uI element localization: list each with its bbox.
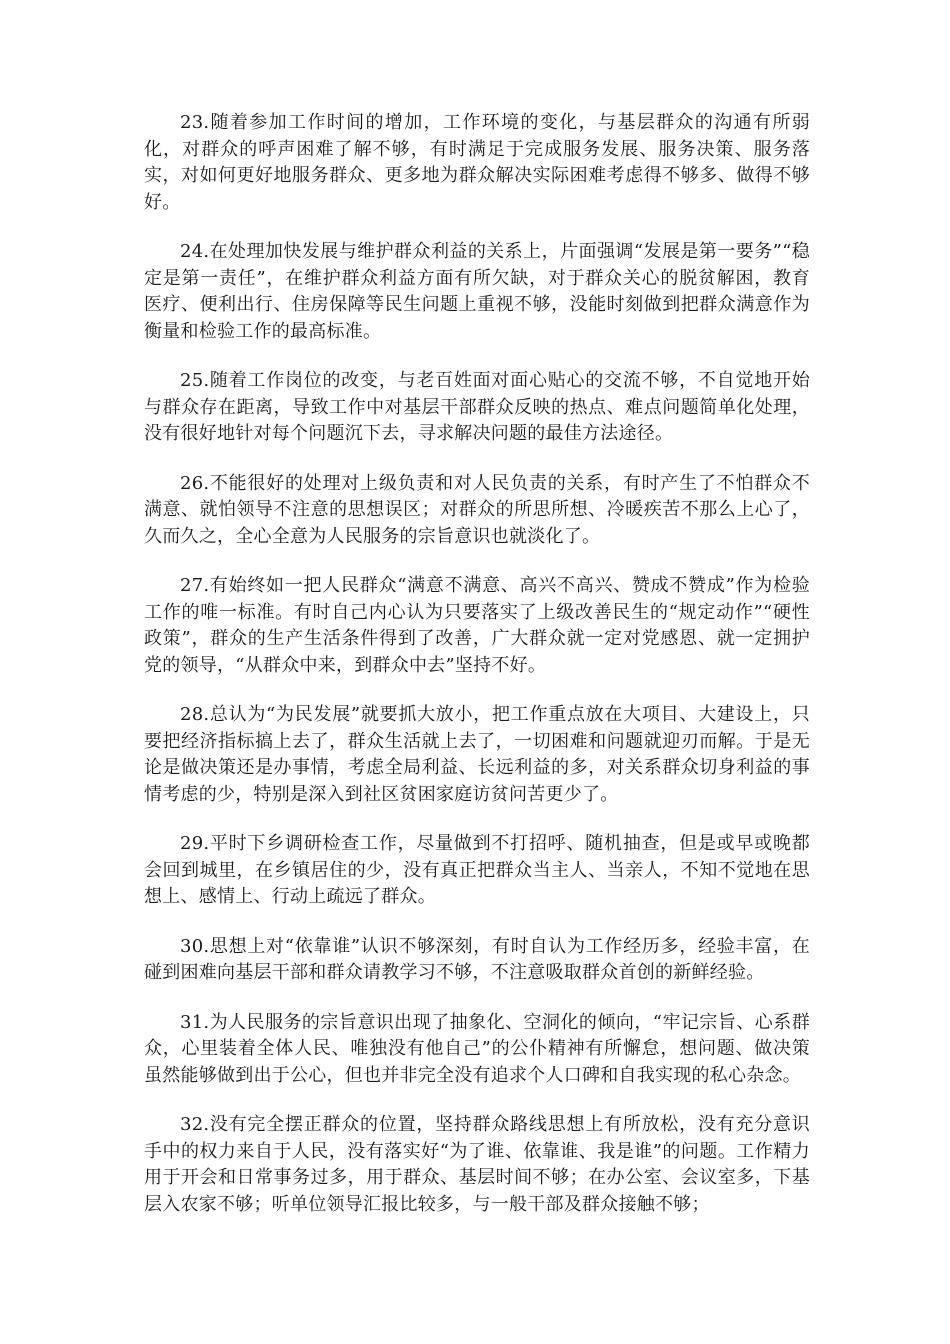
paragraph-26: 26.不能很好的处理对上级负责和对人民负责的关系，有时产生了不怕群众不满意、就怕领导不注意的思想误区；对群众的所思所想、冷暖疾苦不那么上心了，久而久之，全心全意为人民服务的宗旨意识也就淡化了。 bbox=[144, 472, 810, 547]
document-body bbox=[144, 110, 810, 1241]
paragraph-30: 30.思想上对“依靠谁”认识不够深刻，有时自认为工作经历多，经验丰富，在碰到困难向基层干部和群众请教学习不够，不注意吸取群众首创的新鲜经验。 bbox=[144, 935, 810, 983]
paragraph-29: 29.平时下乡调研检查工作，尽量做到不打招呼、随机抽查，但是或早或晚都会回到城里，在乡镇居住的少，没有真正把群众当主人、当亲人，不知不觉地在思想上、感情上、行动上疏远了群众。 bbox=[144, 833, 810, 907]
paragraph-23: 23.随着参加工作时间的增加，工作环境的变化，与基层群众的沟通有所弱化，对群众的呼声困难了解不够，有时满足于完成服务发展、服务决策、服务落实，对如何更好地服务群众、更多地为群众解决实际困难考虑得不够多、做得不够好。 bbox=[144, 112, 810, 213]
paragraph-31: 31.为人民服务的宗旨意识出现了抽象化、空洞化的倾向，“牢记宗旨、心系群众，心里装着全体人民、唯独没有他自己”的公仆精神有所懈怠，想问题、做决策虽然能够做到出于公心，但也并非完全没有追求个人口碑和自我实现的私心杂念。 bbox=[144, 1011, 810, 1086]
paragraph-24: 24.在处理加快发展与维护群众利益的关系上，片面强调“发展是第一要务”“稳定是第一责任”，在维护群众利益方面有所欠缺，对于群众关心的脱贫解困，教育医疗、便利出行、住房保障等民生问题上重视不够，没能时刻做到把群众满意作为衡量和检验工作的最高标准。 bbox=[144, 241, 810, 342]
paragraph-25: 25.随着工作岗位的改变，与老百姓面对面心贴心的交流不够，不自觉地开始与群众存在距离，导致工作中对基层干部群众反映的热点、难点问题简单化处理，没有很好地针对每个问题沉下去，寻求解决问题的最佳方法途径。 bbox=[144, 370, 810, 444]
paragraph-27: 27.有始终如一把人民群众“满意不满意、高兴不高兴、赞成不赞成”作为检验工作的唯一标准。有时自己内心认为只要落实了上级改善民生的“规定动作”“硬性政策”，群众的生产生活条件得到了改善，广大群众就一定对党感恩、就一定拥护党的领导，“从群众中来，到群众中去”坚持不好。 bbox=[144, 575, 810, 676]
paragraph-28: 28.总认为“为民发展”就要抓大放小，把工作重点放在大项目、大建设上，只要把经济指标搞上去了，群众生活就上去了，一切困难和问题就迎刃而解。于是无论是做决策还是办事情，考虑全局利益、长远利益的多，对关系群众切身利益的事情考虑的少，特别是深入到社区贫困家庭访贫问苦更少了。 bbox=[144, 704, 810, 805]
paragraph-32: 32.没有完全摆正群众的位置，坚持群众路线思想上有所放松，没有充分意识手中的权力来自于人民，没有落实好“为了谁、依靠谁、我是谁”的问题。工作精力用于开会和日常事务过多，用于群众、基层时间不够；在办公室、会议室多，下基层入农家不够；听单位领导汇报比较多，与一般干部及群众接触不够； bbox=[144, 1114, 810, 1215]
